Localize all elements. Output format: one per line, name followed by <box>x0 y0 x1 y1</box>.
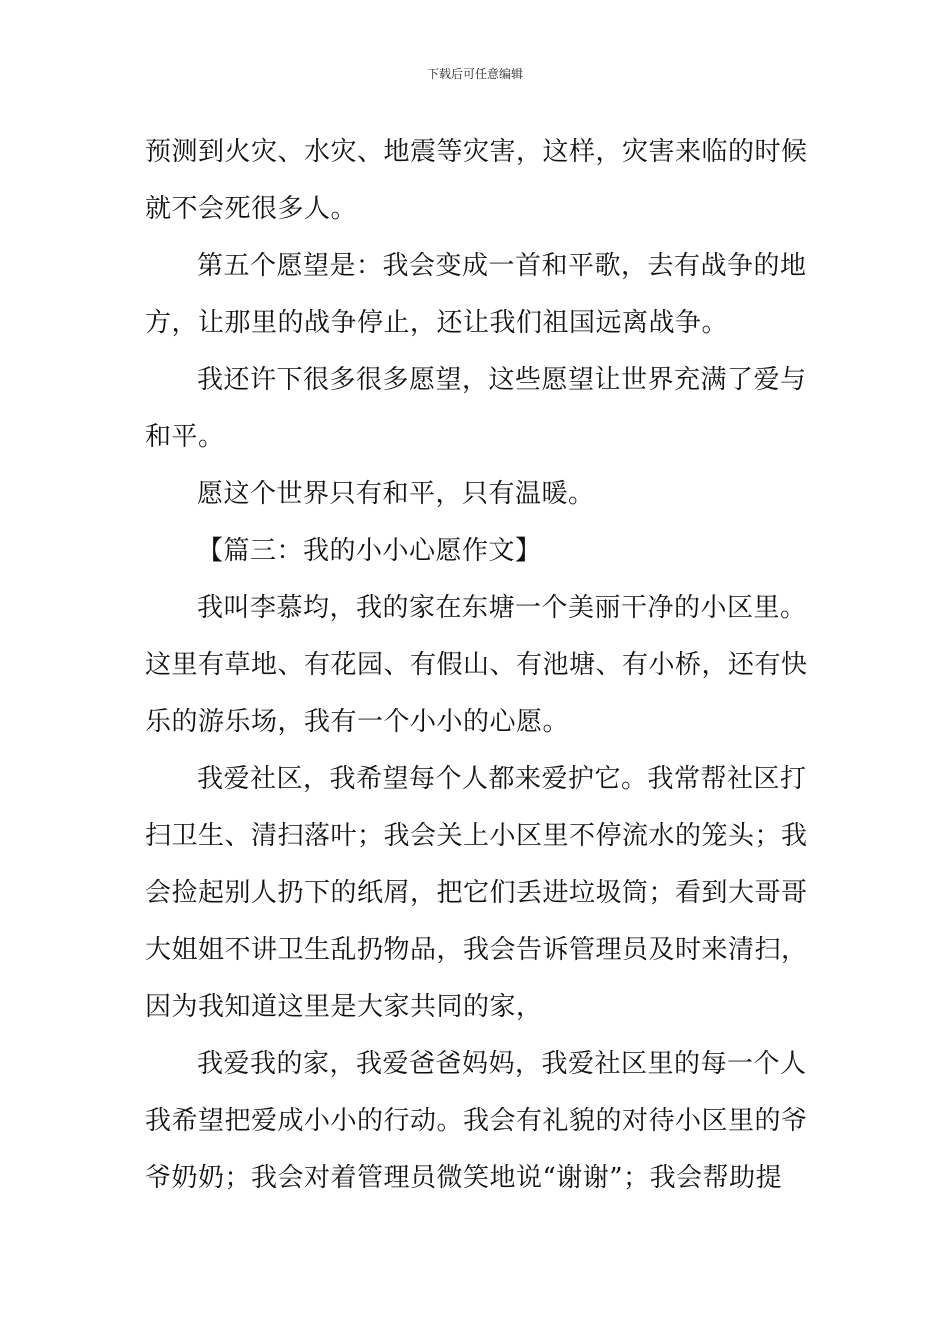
text-line: 因为我知道这里是大家共同的家， <box>145 992 543 1022</box>
text-line: 预测到火灾、水灾、地震等灾害，这样，灾害来临的时候 <box>145 137 808 167</box>
text-line: 乐的游乐场，我有一个小小的心愿。 <box>145 707 570 737</box>
text-line: 第五个愿望是：我会变成一首和平歌，去有战争的地 <box>197 251 807 281</box>
document-body <box>145 124 807 1207</box>
text-line: 我爱我的家，我爱爸爸妈妈，我爱社区里的每一个人 <box>197 1049 807 1079</box>
text-line: 我叫李慕均，我的家在东塘一个美丽干净的小区里。 <box>197 593 807 623</box>
text-line: 我希望把爱成小小的行动。我会有礼貌的对待小区里的爷 <box>145 1106 808 1136</box>
page-header: 下载后可任意编辑 <box>426 67 523 81</box>
text-line: 爷奶奶；我会对着管理员微笑地说“谢谢”；我会帮助提 <box>145 1163 783 1193</box>
text-line: 愿这个世界只有和平，只有温暖。 <box>197 479 595 509</box>
text-line: 这里有草地、有花园、有假山、有池塘、有小桥，还有快 <box>145 650 808 680</box>
text-line: 方，让那里的战争停止，还让我们祖国远离战争。 <box>145 308 729 338</box>
text-line: 和平。 <box>145 422 225 452</box>
text-line: 会捡起别人扔下的纸屑，把它们丢进垃圾筒；看到大哥哥 <box>145 878 808 908</box>
text-line: 就不会死很多人。 <box>145 194 358 224</box>
text-line: 扫卫生、清扫落叶；我会关上小区里不停流水的笼头；我 <box>145 821 808 851</box>
text-line: 我还许下很多很多愿望，这些愿望让世界充满了爱与 <box>197 365 807 395</box>
section-heading: 【篇三：我的小小心愿作文】 <box>197 536 542 566</box>
text-line: 我爱社区，我希望每个人都来爱护它。我常帮社区打 <box>197 764 807 794</box>
text-line: 大姐姐不讲卫生乱扔物品，我会告诉管理员及时来清扫， <box>145 935 808 965</box>
